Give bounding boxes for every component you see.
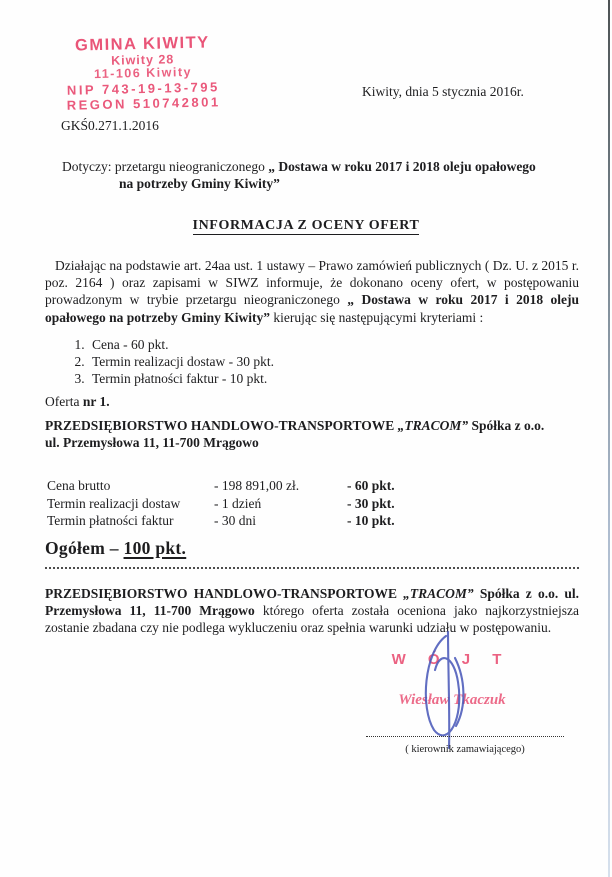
offer-number: nr 1. bbox=[82, 394, 110, 409]
stamp-address-line2: 11-106 Kiwity bbox=[93, 64, 193, 82]
evaluation-label: Cena brutto bbox=[47, 478, 111, 493]
evaluation-points: - 10 pkt. bbox=[347, 513, 395, 529]
evaluation-value: - 198 891,00 zł. bbox=[214, 478, 300, 493]
stamp-address-line1: Kiwity 28 bbox=[110, 51, 175, 68]
company-block bbox=[45, 417, 544, 451]
closing-bold-quoted: „TRACOM” bbox=[403, 586, 474, 601]
signature-stamp-title: W Ó J T bbox=[391, 651, 511, 668]
criteria-item-3: 3. Termin płatności faktur - 10 pkt. bbox=[88, 371, 274, 388]
criteria-item-1: 1. Cena - 60 pkt. bbox=[88, 337, 274, 354]
intro-paragraph bbox=[45, 257, 579, 326]
total-score-line bbox=[45, 538, 186, 559]
subject-prefix: Dotyczy: przetargu nieograniczonego bbox=[62, 159, 269, 174]
evaluation-points: - 30 pkt. bbox=[347, 495, 395, 511]
document-title-text: INFORMACJA Z OCENY OFERT bbox=[192, 218, 420, 233]
evaluation-label: Termin realizacji dostaw bbox=[47, 495, 181, 511]
subject-line2: na potrzeby Gminy Kiwity” bbox=[119, 176, 280, 191]
date-line: Kiwity, dnia 5 stycznia 2016r. bbox=[362, 84, 524, 99]
closing-paragraph bbox=[45, 585, 579, 637]
stamp-municipality-name: GMINA KIWITY bbox=[74, 33, 210, 55]
intro-bold: „ Dostawa w roku 2017 i 2018 oleju opałowego na potrzeby Gminy Kiwity” bbox=[45, 292, 579, 325]
evaluation-table bbox=[47, 477, 395, 530]
subject-line1 bbox=[62, 158, 536, 175]
offer-label: Oferta bbox=[45, 394, 83, 409]
evaluation-points: - 60 pkt. bbox=[347, 478, 395, 493]
dotted-separator bbox=[45, 567, 579, 569]
scan-edge-artifact bbox=[608, 0, 610, 877]
municipality-stamp bbox=[37, 34, 249, 112]
stamp-regon: REGON 510742801 bbox=[66, 93, 221, 113]
total-label: Ogółem – bbox=[45, 538, 124, 558]
signature-stamp-name: Wiesław Tkaczuk bbox=[398, 692, 506, 708]
closing-bold-suffix: Spółka z o.o. ul. Przemysłowa 11, 11-700 Mrągowo bbox=[45, 586, 579, 619]
signature-dotted-line bbox=[366, 736, 564, 737]
document-title bbox=[0, 216, 612, 234]
evaluation-row bbox=[47, 477, 395, 495]
handwritten-signature bbox=[408, 630, 488, 752]
company-name-prefix: PRZEDSIĘBIORSTWO HANDLOWO-TRANSPORTOWE bbox=[45, 418, 398, 433]
total-value: 100 pkt. bbox=[123, 538, 187, 558]
evaluation-row bbox=[47, 495, 395, 513]
evaluation-label: Termin płatności faktur bbox=[47, 513, 174, 529]
company-address: ul. Przemysłowa 11, 11-700 Mrągowo bbox=[45, 435, 259, 450]
closing-bold-prefix: PRZEDSIĘBIORSTWO HANDLOWO-TRANSPORTOWE bbox=[45, 586, 404, 601]
company-name-suffix: Spółka z o.o. bbox=[468, 418, 545, 433]
intro-tail: kierując się następującymi kryteriami : bbox=[270, 309, 484, 325]
evaluation-value: - 30 dni bbox=[214, 513, 256, 529]
criteria-list bbox=[64, 337, 274, 387]
subject-block bbox=[62, 158, 536, 192]
offer-heading bbox=[45, 394, 110, 410]
evaluation-row bbox=[47, 512, 395, 530]
reference-number: GKŚ0.271.1.2016 bbox=[61, 118, 159, 133]
subject-bold-part1: „ Dostawa w roku 2017 i 2018 oleju opałowego bbox=[268, 159, 536, 174]
company-name bbox=[45, 417, 544, 434]
company-name-quoted: „TRACOM” bbox=[397, 418, 469, 433]
intro-lead: Działając na podstawie art. 24aa ust. 1 ustawy – Prawo zamówień publicznych ( Dz. U. z 2015 r. poz. 2164 ) oraz zapisami w SIWZ informuje, że dokonano oceny ofert, w postępowaniu prowadzonym w trybie przetargu nieograniczonego bbox=[45, 258, 579, 308]
closing-regular: którego oferta została oceniona jako najkorzystniejsza zostanie zbadana czy nie podlega wykluczeniu oraz spełnia warunki udziału w postępowaniu. bbox=[45, 603, 579, 636]
criteria-item-2: 2. Termin realizacji dostaw - 30 pkt. bbox=[88, 354, 274, 371]
evaluation-value: - 1 dzień bbox=[214, 495, 262, 511]
signature-caption: ( kierownik zamawiającego) bbox=[405, 744, 525, 755]
stamp-nip: NIP 743-19-13-795 bbox=[66, 78, 220, 98]
